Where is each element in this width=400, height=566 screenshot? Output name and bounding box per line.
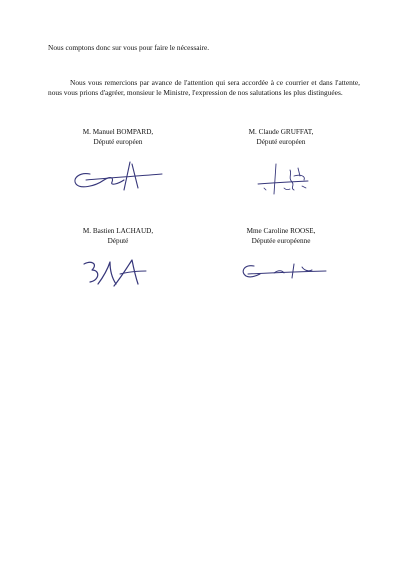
signature-gruffat-icon [250,156,314,198]
signatory-role: Député européen [93,137,143,146]
signatory-name: M. Manuel BOMPARD, [82,128,154,136]
signatory-role: Député [107,236,129,245]
signature-bompard-icon [68,158,164,194]
signatory-block-bompard [43,128,193,147]
intro-sentence: Nous comptons donc sur vous pour faire le nécessaire. [48,43,210,52]
signatory-block-gruffat [206,128,356,147]
signatory-name: M. Bastien LACHAUD, [82,227,154,235]
signatory-name: M. Claude GRUFFAT, [248,128,314,136]
signatory-role: Députée européenne [251,236,311,245]
signature-roose-icon [238,258,330,282]
closing-paragraph [48,78,360,98]
closing-text: Nous vous remercions par avance de l'attention qui sera accordée à ce courrier et dans l'attente, nous vous prions d'agréer, monsieur le Ministre, l'expression de nos salutations les plus distinguées. [48,78,360,97]
signatory-block-lachaud [43,227,193,246]
signatory-name: Mme Caroline ROOSE, [246,227,316,235]
signature-lachaud-icon [80,256,152,290]
signatory-block-roose [206,227,356,246]
signatory-role: Député européen [256,137,306,146]
